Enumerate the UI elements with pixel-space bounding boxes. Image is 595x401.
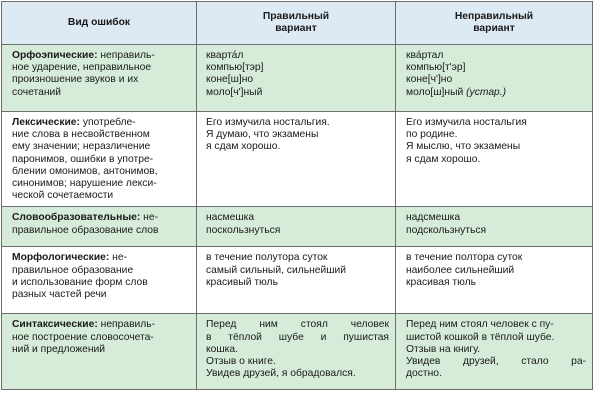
error-type-cell: Морфологические: не- правильное образование и использование форм слов разных частей речи xyxy=(2,247,197,314)
correct-variant-cell: Его измучила ностальгия. Я думаю, что экзамены я сдам хорошо. xyxy=(197,112,396,207)
wrong-variant-cell: Перед ним стоял человек с пу- шистой кошкой в тёплой шубе. Отзыв на книгу. Увидев друзей, стало ра- достно. xyxy=(396,314,593,390)
errors-table xyxy=(1,1,593,390)
wrong-variant-cell: ква́ртал компью[т'эр] коне[ч']но моло[ш]ный (устар.) xyxy=(396,45,593,112)
table-header-row xyxy=(2,2,593,45)
correct-variant-cell: насмешка поскользнуться xyxy=(197,207,396,247)
error-category-label: Лексические: xyxy=(12,117,80,128)
correct-variant-cell: кварта́л компью[тэр] коне[ш]но моло[ч']ный xyxy=(197,45,396,112)
error-category-label: Синтаксические: xyxy=(12,319,98,331)
error-category-label: Морфологические: xyxy=(12,252,110,264)
table-row xyxy=(2,112,593,207)
obsolete-note: (устар.) xyxy=(466,86,507,98)
error-type-cell: Орфоэпические: неправиль- ное ударение, неправильное произношение звуков и их сочетаний xyxy=(2,45,197,112)
table-row xyxy=(2,207,593,247)
error-type-cell: Лексические: употребле- ние слова в несвойственном ему значении; неразличение паронимов, ошибки в употре- блении омонимов, антонимов, синонимов; нарушение лекси- ческой сочетаемости xyxy=(2,112,197,207)
correct-variant-cell: в течение полутора суток самый сильный, сильнейший красивый тюль xyxy=(197,247,396,314)
wrong-variant-cell: Его измучила ностальгия по родине. Я мыслю, что экзамены я сдам хорошо. xyxy=(396,112,593,207)
error-category-label: Словообразовательные: xyxy=(12,212,141,224)
header-correct-variant: Правильный вариант xyxy=(197,2,396,45)
correct-variant-cell: Перед ним стоял человек в тёплой шубе и пушистая кошка. Отзыв о книге. Увидев друзей, я обрадовался. xyxy=(197,314,396,390)
wrong-variant-cell: в течение полтора суток наиболее сильнейший красивая тюль xyxy=(396,247,593,314)
header-error-type: Вид ошибок xyxy=(2,2,197,45)
wrong-variant-cell: надсмешка подскользнуться xyxy=(396,207,593,247)
error-category-label: Орфоэпические: xyxy=(12,50,98,61)
error-type-cell: Словообразовательные: не- правильное образование слов xyxy=(2,207,197,247)
error-type-cell: Синтаксические: неправиль- ное построение словосочета- ний и предложений xyxy=(2,314,197,390)
table-row xyxy=(2,314,593,390)
header-wrong-variant: Неправильный вариант xyxy=(396,2,593,45)
table-row xyxy=(2,247,593,314)
table-row xyxy=(2,45,593,112)
